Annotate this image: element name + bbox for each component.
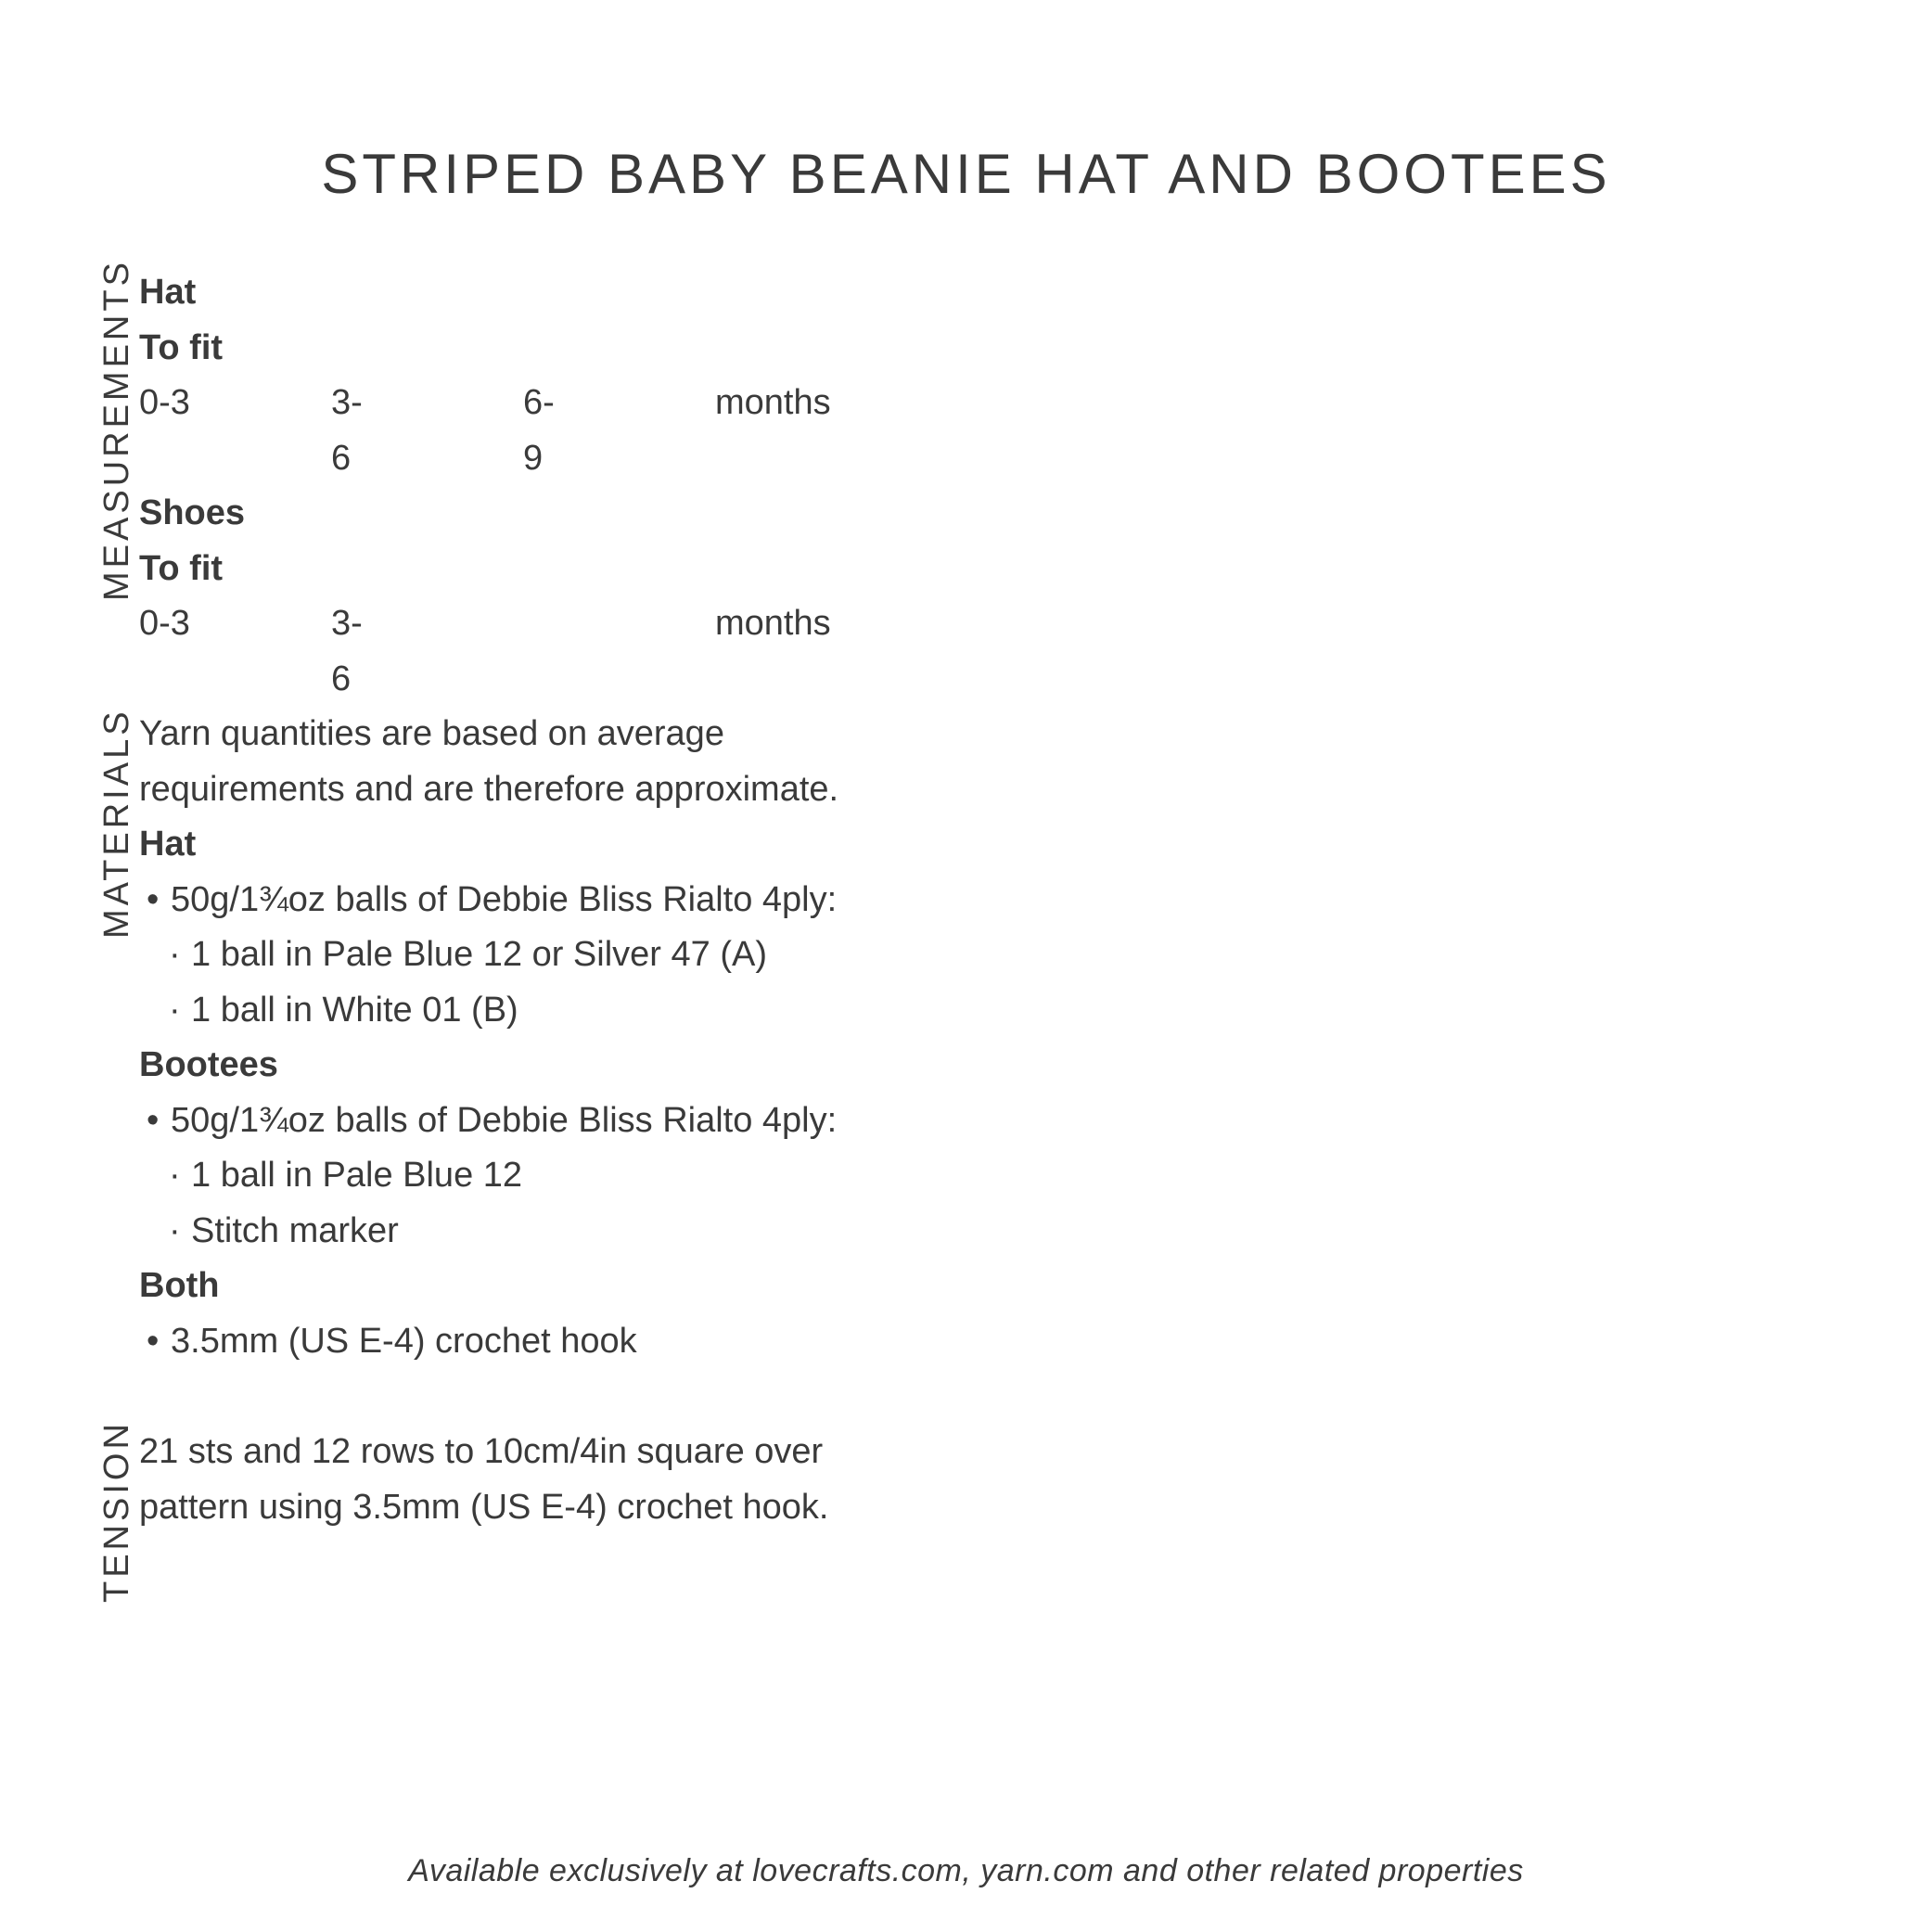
hat-heading: Hat: [139, 273, 197, 312]
bullet-text: 50g/1¾oz balls of Debbie Bliss Rialto 4ply:: [171, 1100, 838, 1140]
shoes-to-fit-label: To fit: [139, 548, 224, 588]
tension-side-label: TENSION: [97, 1420, 136, 1603]
shoes-size-unit: months: [715, 604, 831, 643]
spacer: [139, 431, 245, 487]
materials-hat-item: [139, 928, 838, 983]
materials-intro-line: Yarn quantities are based on average: [139, 714, 724, 753]
tension-line: pattern using 3.5mm (US E-4) crochet hook.: [139, 1487, 829, 1527]
sub-bullet-dot: ·: [169, 935, 181, 974]
measurements-section: [139, 265, 831, 698]
hat-sizes-row: [139, 376, 831, 478]
sub-bullet-dot: ·: [169, 1210, 181, 1250]
materials-intro-line: requirements and are therefore approximate.: [139, 769, 839, 809]
materials-hat-item: [139, 983, 838, 1039]
hat-size-cell: 6-9: [523, 383, 555, 478]
tension-line: 21 sts and 12 rows to 10cm/4in square over: [139, 1432, 824, 1471]
materials-both-heading: Both: [139, 1266, 220, 1305]
measurements-side-label: MEASUREMENTS: [97, 259, 136, 601]
footer-note: Available exclusively at lovecrafts.com, yarn.com and other related properties: [408, 1853, 1524, 1888]
bullet-text: 3.5mm (US E-4) crochet hook: [171, 1321, 637, 1361]
materials-bootees-item: [139, 1204, 838, 1260]
page-title: STRIPED BABY BEANIE HAT AND BOOTEES: [321, 143, 1611, 205]
hat-size-cell: 0-3: [139, 383, 190, 422]
hat-size-unit: months: [715, 383, 831, 422]
item-text: 1 ball in Pale Blue 12 or Silver 47 (A): [191, 935, 767, 974]
item-text: 1 ball in Pale Blue 12: [191, 1156, 523, 1195]
materials-hat-heading: Hat: [139, 825, 197, 864]
shoes-size-cell: 0-3: [139, 604, 190, 643]
materials-bootees-bullet: [139, 1094, 838, 1149]
hat-to-fit-label: To fit: [139, 327, 224, 367]
sub-bullet-dot: ·: [169, 990, 181, 1030]
materials-bootees-item: [139, 1148, 838, 1204]
item-text: 1 ball in White 01 (B): [191, 990, 518, 1030]
item-text: Stitch marker: [191, 1210, 399, 1250]
materials-side-label: MATERIALS: [97, 708, 136, 939]
shoes-sizes-row: [139, 596, 831, 698]
materials-hat-bullet: [139, 873, 838, 928]
bullet-dot: •: [147, 1100, 160, 1140]
materials-section: [139, 707, 838, 1369]
bullet-dot: •: [147, 879, 160, 919]
shoes-size-cell: 3-6: [331, 604, 363, 698]
hat-size-cell: 3-6: [331, 383, 363, 478]
materials-bootees-heading: Bootees: [139, 1045, 278, 1084]
bullet-text: 50g/1¾oz balls of Debbie Bliss Rialto 4ply:: [171, 879, 838, 919]
shoes-heading: Shoes: [139, 493, 246, 532]
sub-bullet-dot: ·: [169, 1156, 181, 1195]
materials-both-bullet: [139, 1314, 838, 1370]
tension-section: [139, 1425, 828, 1535]
bullet-dot: •: [147, 1321, 160, 1361]
